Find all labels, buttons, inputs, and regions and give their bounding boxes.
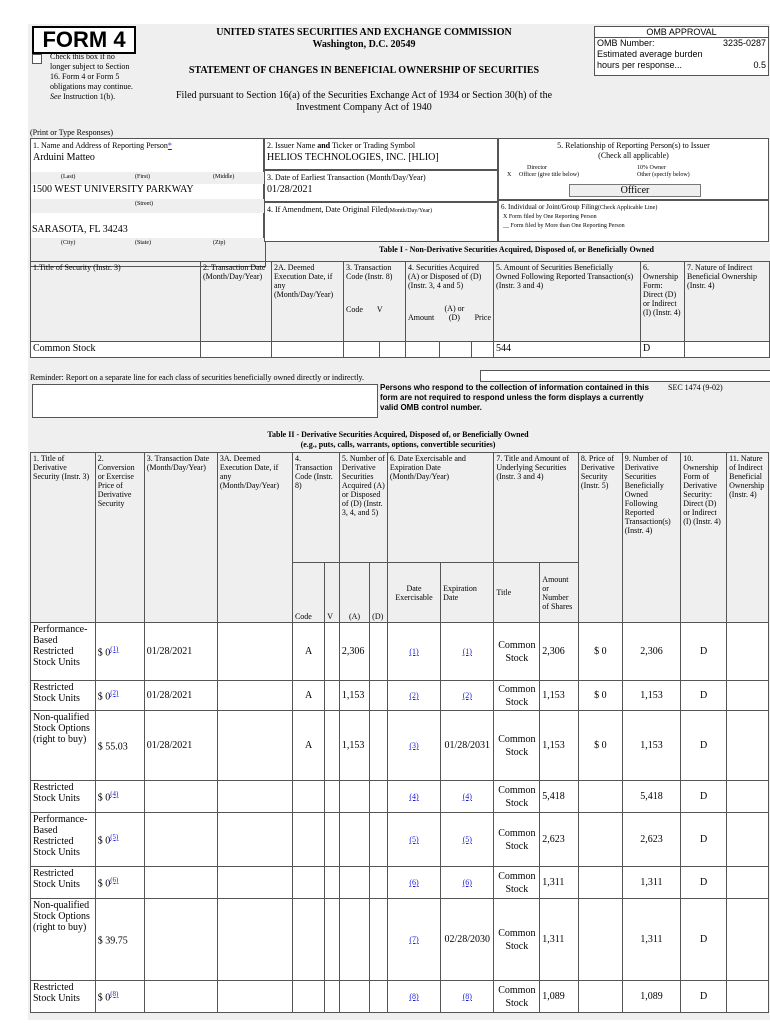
table2-title: Table II - Derivative Securities Acquired, Disposed of, or Beneficially Owned (e.g., puts, calls, warrants, options, convertible securities) <box>267 430 529 449</box>
t2-cell-title: Performance-Based Restricted Stock Units <box>31 623 96 681</box>
t2-cell-title: Performance-Based Restricted Stock Units <box>31 813 96 867</box>
t2-cell-title: Non-qualified Stock Options (right to buy) <box>31 899 96 981</box>
t2-cell-underlying-title: Common Stock <box>494 981 540 1013</box>
t2-cell-form: D <box>681 711 727 781</box>
t2-cell-acquired: 1,153 <box>339 711 369 781</box>
city-address: SARASOTA, FL 34243 <box>32 224 128 235</box>
t2-cell-date: 01/28/2021 <box>144 623 217 681</box>
t2-cell-form: D <box>681 681 727 711</box>
t2-cell-acquired <box>339 981 369 1013</box>
t2-cell-acquired <box>339 781 369 813</box>
t1-row <box>31 342 770 358</box>
omb-approval-box <box>594 26 769 76</box>
footnote-link[interactable]: (5) <box>110 832 119 841</box>
t2-cell-conversion-price: $ 55.03 <box>95 711 144 781</box>
t2-row <box>31 899 769 981</box>
t2-cell-owned: 1,311 <box>622 899 680 981</box>
t1-header-code: 3. Transaction Code (Instr. 8) Code V <box>344 262 406 342</box>
t2-cell-expiration: 02/28/2030 <box>444 934 491 945</box>
omb-burden: Estimated average burden <box>597 49 703 59</box>
omb-number: OMB Number: 3235-0287 <box>597 38 766 48</box>
t2-cell-form: D <box>681 981 727 1013</box>
t2-cell-expiration[interactable]: (4) <box>462 792 472 801</box>
t2-cell-underlying-amount: 1,089 <box>540 981 579 1013</box>
omb-title: OMB APPROVAL <box>595 27 768 38</box>
footnote-link[interactable]: (2) <box>409 691 419 700</box>
t2-cell-form: D <box>681 813 727 867</box>
t2-cell-expiration[interactable]: (2) <box>462 691 472 700</box>
t1-header-ownership-form: 6. Ownership Form: Direct (D) or Indirect (I) (Instr. 4) <box>641 262 685 342</box>
one-person-filing[interactable]: X Form filed by One Reporting Person <box>503 214 597 220</box>
t2-cell-conversion-price: $ 0$^{(8)}$ <box>95 981 144 1013</box>
t2-sub-amount: Amount or Number of Shares <box>540 563 579 623</box>
t2-header-exercisable: 6. Date Exercisable and Expiration Date (Month/Day/Year) <box>387 453 493 563</box>
t2-cell-underlying-title: Common Stock <box>494 681 540 711</box>
t2-cell-underlying-amount: 1,311 <box>540 899 579 981</box>
t2-sub-v: V <box>325 563 340 623</box>
footnote-link[interactable]: (4) <box>110 789 119 798</box>
footnote-link[interactable]: (8) <box>409 992 419 1001</box>
t2-cell-underlying-amount: 5,418 <box>540 781 579 813</box>
no-longer-subject-checkbox[interactable] <box>32 54 42 64</box>
t2-header-underlying: 7. Title and Amount of Underlying Securities (Instr. 3 and 4) <box>494 453 579 563</box>
reminder-text: Reminder: Report on a separate line for each class of securities beneficially owned directly or indirectly. <box>30 373 365 382</box>
print-type-note: (Print or Type Responses) <box>30 128 114 137</box>
t2-cell-underlying-title: Common Stock <box>494 899 540 981</box>
signature-box-right <box>480 370 770 382</box>
t2-cell-date: 01/28/2021 <box>144 681 217 711</box>
footnote-link[interactable]: (4) <box>409 792 419 801</box>
t2-cell-acquired: 1,153 <box>339 681 369 711</box>
t2-cell-date <box>144 781 217 813</box>
footnote-link[interactable]: (7) <box>409 935 419 944</box>
statement-title: STATEMENT OF CHANGES IN BENEFICIAL OWNERSHIP OF SECURITIES <box>188 65 540 76</box>
t2-cell-expiration[interactable]: (1) <box>462 647 472 656</box>
t2-cell-derivative-price <box>578 899 622 981</box>
t2-header-deemed: 3A. Deemed Execution Date, if any (Month/Day/Year) <box>217 453 292 623</box>
reporting-person-name: Arduini Matteo <box>33 152 95 163</box>
t2-cell-derivative-price: $ 0 <box>578 681 622 711</box>
t2-cell-expiration: 01/28/2031 <box>444 740 491 751</box>
t2-cell-date <box>144 899 217 981</box>
t2-cell-title: Restricted Stock Units <box>31 781 96 813</box>
t2-cell-code: A <box>292 623 324 681</box>
t1-header-nature: 7. Nature of Indirect Beneficial Ownership (Instr. 4) <box>685 262 770 342</box>
box-2-issuer: 2. Issuer Name and Ticker or Trading Symbol HELIOS TECHNOLOGIES, INC. [HLIO] <box>264 138 498 170</box>
t2-header-number: 5. Number of Derivative Securities Acquired (A) or Disposed of (D) (Instr. 3, 4, and 5) <box>339 453 387 563</box>
t2-sub-a: (A) <box>339 563 369 623</box>
t2-cell-derivative-price <box>578 781 622 813</box>
t2-cell-owned: 2,623 <box>622 813 680 867</box>
t2-header-date: 3. Transaction Date (Month/Day/Year) <box>144 453 217 623</box>
t1-header-date: 2. Transaction Date (Month/Day/Year) <box>201 262 272 342</box>
t2-cell-date <box>144 867 217 899</box>
t1-row-amount: 544 <box>494 342 641 358</box>
checkbox-text: Check this box if no longer subject to Section 16. Form 4 or Form 5 obligations may continue. See Instruction 1(b). <box>50 52 133 101</box>
box-5-relationship: 5. Relationship of Reporting Person(s) to Issuer (Check all applicable) Director 10% Owner X Officer (give title below) Other (specify below) Officer <box>498 138 769 200</box>
t1-header-amount-owned: 5. Amount of Securities Beneficially Owned Following Reported Transaction(s) (Instr. 3 and 4) <box>494 262 641 342</box>
t2-row <box>31 981 769 1013</box>
t2-row <box>31 681 769 711</box>
t2-row <box>31 623 769 681</box>
omb-hours: hours per response... 0.5 <box>597 60 766 70</box>
officer-checked-mark[interactable]: X <box>507 172 512 178</box>
box-3-earliest-date: 3. Date of Earliest Transaction (Month/Day/Year) 01/28/2021 <box>264 170 498 202</box>
table1 <box>30 261 770 358</box>
t2-cell-derivative-price: $ 0 <box>578 623 622 681</box>
t1-header-title: 1.Title of Security (Instr. 3) <box>31 262 201 342</box>
t2-cell-underlying-title: Common Stock <box>494 711 540 781</box>
t2-header-nature: 11. Nature of Indirect Beneficial Ownership (Instr. 4) <box>727 453 769 623</box>
t2-row <box>31 711 769 781</box>
t2-cell-conversion-price: $ 0$^{(2)}$ <box>95 681 144 711</box>
t2-cell-underlying-amount: 1,153 <box>540 681 579 711</box>
name-field-labels: (Last) (First) (Middle) <box>30 172 266 184</box>
t2-cell-conversion-price: $ 0$^{(5)}$ <box>95 813 144 867</box>
footnote-link[interactable]: (6) <box>110 875 119 884</box>
t2-sub-d: (D) <box>370 563 388 623</box>
t2-cell-conversion-price: $ 0$^{(6)}$ <box>95 867 144 899</box>
agency-name: UNITED STATES SECURITIES AND EXCHANGE COMMISSION <box>216 27 512 38</box>
t2-cell-title: Restricted Stock Units <box>31 981 96 1013</box>
t2-cell-derivative-price <box>578 813 622 867</box>
t2-cell-form: D <box>681 781 727 813</box>
footnote-link[interactable]: (6) <box>409 878 419 887</box>
t2-cell-code <box>292 981 324 1013</box>
t2-cell-underlying-amount: 1,311 <box>540 867 579 899</box>
t2-header-title: 1. Title of Derivative Security (Instr. 3) <box>31 453 96 623</box>
t2-cell-underlying-amount: 1,153 <box>540 711 579 781</box>
t2-cell-underlying-title: Common Stock <box>494 781 540 813</box>
form-page <box>28 24 770 1020</box>
director-option[interactable]: Director <box>527 165 547 171</box>
t2-cell-owned: 2,306 <box>622 623 680 681</box>
t2-header-code: 4. Transaction Code (Instr. 8) <box>292 453 339 563</box>
t2-cell-conversion-price: $ 0$^{(4)}$ <box>95 781 144 813</box>
officer-option[interactable]: Officer (give title below) <box>519 172 580 178</box>
footnote-link[interactable]: (2) <box>110 688 119 697</box>
t2-cell-underlying-title: Common Stock <box>494 867 540 899</box>
t2-row <box>31 813 769 867</box>
ten-percent-option[interactable]: 10% Owner <box>637 165 666 171</box>
t2-cell-code <box>292 867 324 899</box>
t2-cell-owned: 1,089 <box>622 981 680 1013</box>
t2-sub-expiration: Expiration Date <box>441 563 494 623</box>
t2-cell-underlying-amount: 2,306 <box>540 623 579 681</box>
t2-cell-title: Restricted Stock Units <box>31 867 96 899</box>
t1-header-deemed: 2A. Deemed Execution Date, if any (Month/Day/Year) <box>272 262 344 342</box>
t2-header-conversion: 2. Conversion or Exercise Price of Derivative Security <box>95 453 144 623</box>
t2-cell-derivative-price: $ 0 <box>578 711 622 781</box>
t2-sub-code: Code <box>292 563 324 623</box>
t2-cell-acquired: 2,306 <box>339 623 369 681</box>
t2-cell-owned: 1,153 <box>622 681 680 711</box>
earliest-transaction-date: 01/28/2021 <box>267 184 313 195</box>
t2-cell-owned: 5,418 <box>622 781 680 813</box>
officer-title: Officer <box>569 184 701 197</box>
footnote-link[interactable]: (3) <box>409 741 419 750</box>
t2-cell-code <box>292 899 324 981</box>
t2-cell-form: D <box>681 623 727 681</box>
street-address: 1500 WEST UNIVERSITY PARKWAY <box>32 184 194 195</box>
t2-cell-code: A <box>292 681 324 711</box>
t2-cell-underlying-amount: 2,623 <box>540 813 579 867</box>
agency-location: Washington, D.C. 20549 <box>312 39 416 50</box>
t2-cell-form: D <box>681 899 727 981</box>
t1-row-title: Common Stock <box>31 342 201 358</box>
box-1-reporting-person: 1. Name and Address of Reporting Person* Arduini Matteo <box>30 138 264 266</box>
t2-row <box>31 781 769 813</box>
t2-cell-code <box>292 813 324 867</box>
table1-title: Table I - Non-Derivative Securities Acquired, Disposed of, or Beneficially Owned <box>379 245 654 254</box>
t2-cell-derivative-price <box>578 867 622 899</box>
t1-row-form: D <box>641 342 685 358</box>
footnote-link[interactable]: (5) <box>409 835 419 844</box>
t2-cell-date: 01/28/2021 <box>144 711 217 781</box>
sec-form-number: SEC 1474 (9-02) <box>668 383 723 392</box>
t2-cell-owned: 1,311 <box>622 867 680 899</box>
filed-pursuant: Filed pursuant to Section 16(a) of the Securities Exchange Act of 1934 or Section 30(h) of the Investment Company Act of 1940 <box>175 90 553 113</box>
street-label: (Street) <box>30 199 266 213</box>
t2-cell-date <box>144 813 217 867</box>
t2-cell-expiration[interactable]: (8) <box>462 992 472 1001</box>
box-4-amendment: 4. If Amendment, Date Original Filed(Month/Day/Year) <box>264 202 498 242</box>
t2-cell-acquired <box>339 867 369 899</box>
city-labels: (City) (State) (Zip) <box>30 238 266 267</box>
t2-cell-acquired <box>339 813 369 867</box>
multi-person-filing[interactable]: __ Form filed by More than One Reporting Person <box>503 223 625 229</box>
t2-sub-date-exercisable: Date Exercisable <box>387 563 440 623</box>
t2-header-form: 10. Ownership Form of Derivative Security: Direct (D) or Indirect (I) (Instr. 4) <box>681 453 727 623</box>
t2-cell-acquired <box>339 899 369 981</box>
t2-cell-underlying-title: Common Stock <box>494 813 540 867</box>
footnote-link[interactable]: (8) <box>110 989 119 998</box>
form-title: FORM 4 <box>32 26 136 54</box>
t2-cell-code <box>292 781 324 813</box>
t2-header-owned: 9. Number of Derivative Securities Beneficially Owned Following Reported Transaction(s) (Instr. 4) <box>622 453 680 623</box>
table2 <box>30 452 769 1013</box>
t2-cell-conversion-price: $ 39.75 <box>95 899 144 981</box>
t1-header-acquired: 4. Securities Acquired (A) or Disposed of (D) (Instr. 3, 4 and 5) Amount (A) or (D) Price <box>406 262 494 342</box>
t2-cell-title: Restricted Stock Units <box>31 681 96 711</box>
t2-cell-underlying-title: Common Stock <box>494 623 540 681</box>
footnote-link[interactable]: (1) <box>110 644 119 653</box>
issuer-name: HELIOS TECHNOLOGIES, INC. [HLIO] <box>267 152 439 163</box>
t2-cell-form: D <box>681 867 727 899</box>
t2-cell-title: Non-qualified Stock Options (right to buy) <box>31 711 96 781</box>
persons-notice: Persons who respond to the collection of information contained in this form are not required to respond unless the form displays a currently valid OMB control number. <box>380 383 649 412</box>
footnote-link[interactable]: (1) <box>409 647 419 656</box>
t2-cell-date <box>144 981 217 1013</box>
t2-cell-derivative-price <box>578 981 622 1013</box>
t2-cell-expiration[interactable]: (5) <box>462 835 472 844</box>
notes-box-left <box>32 384 378 418</box>
t2-header-price: 8. Price of Derivative Security (Instr. 5) <box>578 453 622 623</box>
t2-cell-expiration[interactable]: (6) <box>462 878 472 887</box>
t2-sub-title: Title <box>494 563 540 623</box>
other-option[interactable]: Other (specify below) <box>637 172 690 178</box>
t2-cell-owned: 1,153 <box>622 711 680 781</box>
t2-row <box>31 867 769 899</box>
t2-cell-conversion-price: $ 0$^{(1)}$ <box>95 623 144 681</box>
box-6-filing-type: 6. Individual or Joint/Group Filing(Check Applicable Line) X Form filed by One Reporting Person __ Form filed by More than One Reporting Person <box>498 200 769 242</box>
t2-cell-code: A <box>292 711 324 781</box>
